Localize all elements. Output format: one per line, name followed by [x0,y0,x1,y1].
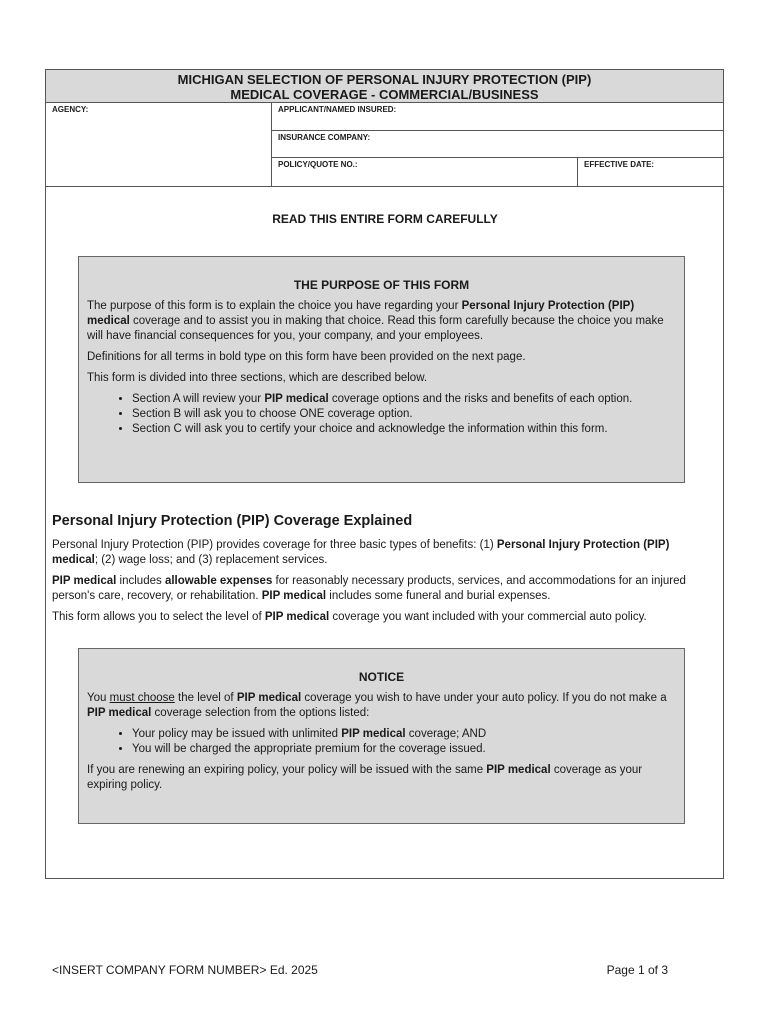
header-fields [46,103,723,187]
purpose-paragraph-1: The purpose of this form is to explain the choice you have regarding your Personal Injury Protection (PIP) medical coverage and to assist you in making that choice. Read this form carefully because the choice you make will have financial consequences for you, your company, and your employees. [87,300,664,342]
list-item: • Section A will review your PIP medical coverage options and the risks and benefits of each option. [132,392,676,407]
insurance-company-field[interactable] [272,131,723,158]
purpose-paragraph-2: Definitions for all terms in bold type on this form have been provided on the next page. [87,351,526,363]
notice-box [78,648,685,824]
read-carefully-heading: READ THIS ENTIRE FORM CAREFULLY [272,212,498,226]
purpose-section-list [87,392,676,437]
pip-explained-paragraph-3: This form allows you to select the level of PIP medical coverage you want included with your commercial auto policy. [52,611,647,623]
list-item: • You will be charged the appropriate premium for the coverage issued. [132,742,676,757]
pip-explained-paragraph-2: PIP medical includes allowable expenses for reasonably necessary products, services, and accommodations for an injured person's care, recovery, or rehabilitation. PIP medical includes some funeral and burial expenses. [52,575,686,602]
purpose-title: THE PURPOSE OF THIS FORM [293,278,470,292]
form-title-line2: MEDICAL COVERAGE - COMMERCIAL/BUSINESS [230,87,539,102]
effective-date-field[interactable] [578,158,723,186]
list-item: • Section B will ask you to choose ONE coverage option. [132,407,676,422]
notice-paragraph-2: If you are renewing an expiring policy, your policy will be issued with the same PIP medical coverage as your expiring policy. [87,764,643,791]
agency-field[interactable] [46,103,272,186]
pip-explained-heading: Personal Injury Protection (PIP) Coverage Explained [52,513,413,529]
page-number: Page 1 of 3 [606,963,668,977]
list-item: • Your policy may be issued with unlimited PIP medical coverage; AND [132,727,676,742]
form-title-line1: MICHIGAN SELECTION OF PERSONAL INJURY PROTECTION (PIP) [177,72,592,87]
pip-explained-paragraph-1: Personal Injury Protection (PIP) provides coverage for three basic types of benefits: (1) Personal Injury Protection (PIP) medical; (2) wage loss; and (3) replacement services. [52,539,670,566]
applicant-field[interactable] [272,103,723,131]
policy-number-label: POLICY/QUOTE NO.: [278,160,358,169]
policy-number-field[interactable] [272,158,578,186]
purpose-paragraph-3: This form is divided into three sections, which are described below. [87,372,428,384]
notice-paragraph-1: You must choose the level of PIP medical coverage you wish to have under your auto policy. If you do not make a PIP medical coverage selection from the options listed: [87,692,667,719]
pip-explained-body [52,538,712,631]
agency-label: AGENCY: [52,105,89,114]
list-item: • Section C will ask you to certify your choice and acknowledge the information within this form. [132,422,676,437]
effective-date-label: EFFECTIVE DATE: [584,160,655,169]
purpose-box [78,256,685,483]
form-number: <INSERT COMPANY FORM NUMBER> Ed. 2025 [52,963,318,977]
applicant-label: APPLICANT/NAMED INSURED: [278,105,397,114]
insurance-company-label: INSURANCE COMPANY: [278,133,371,142]
form-title [46,70,723,103]
notice-title: NOTICE [358,670,405,684]
notice-list [87,727,676,757]
